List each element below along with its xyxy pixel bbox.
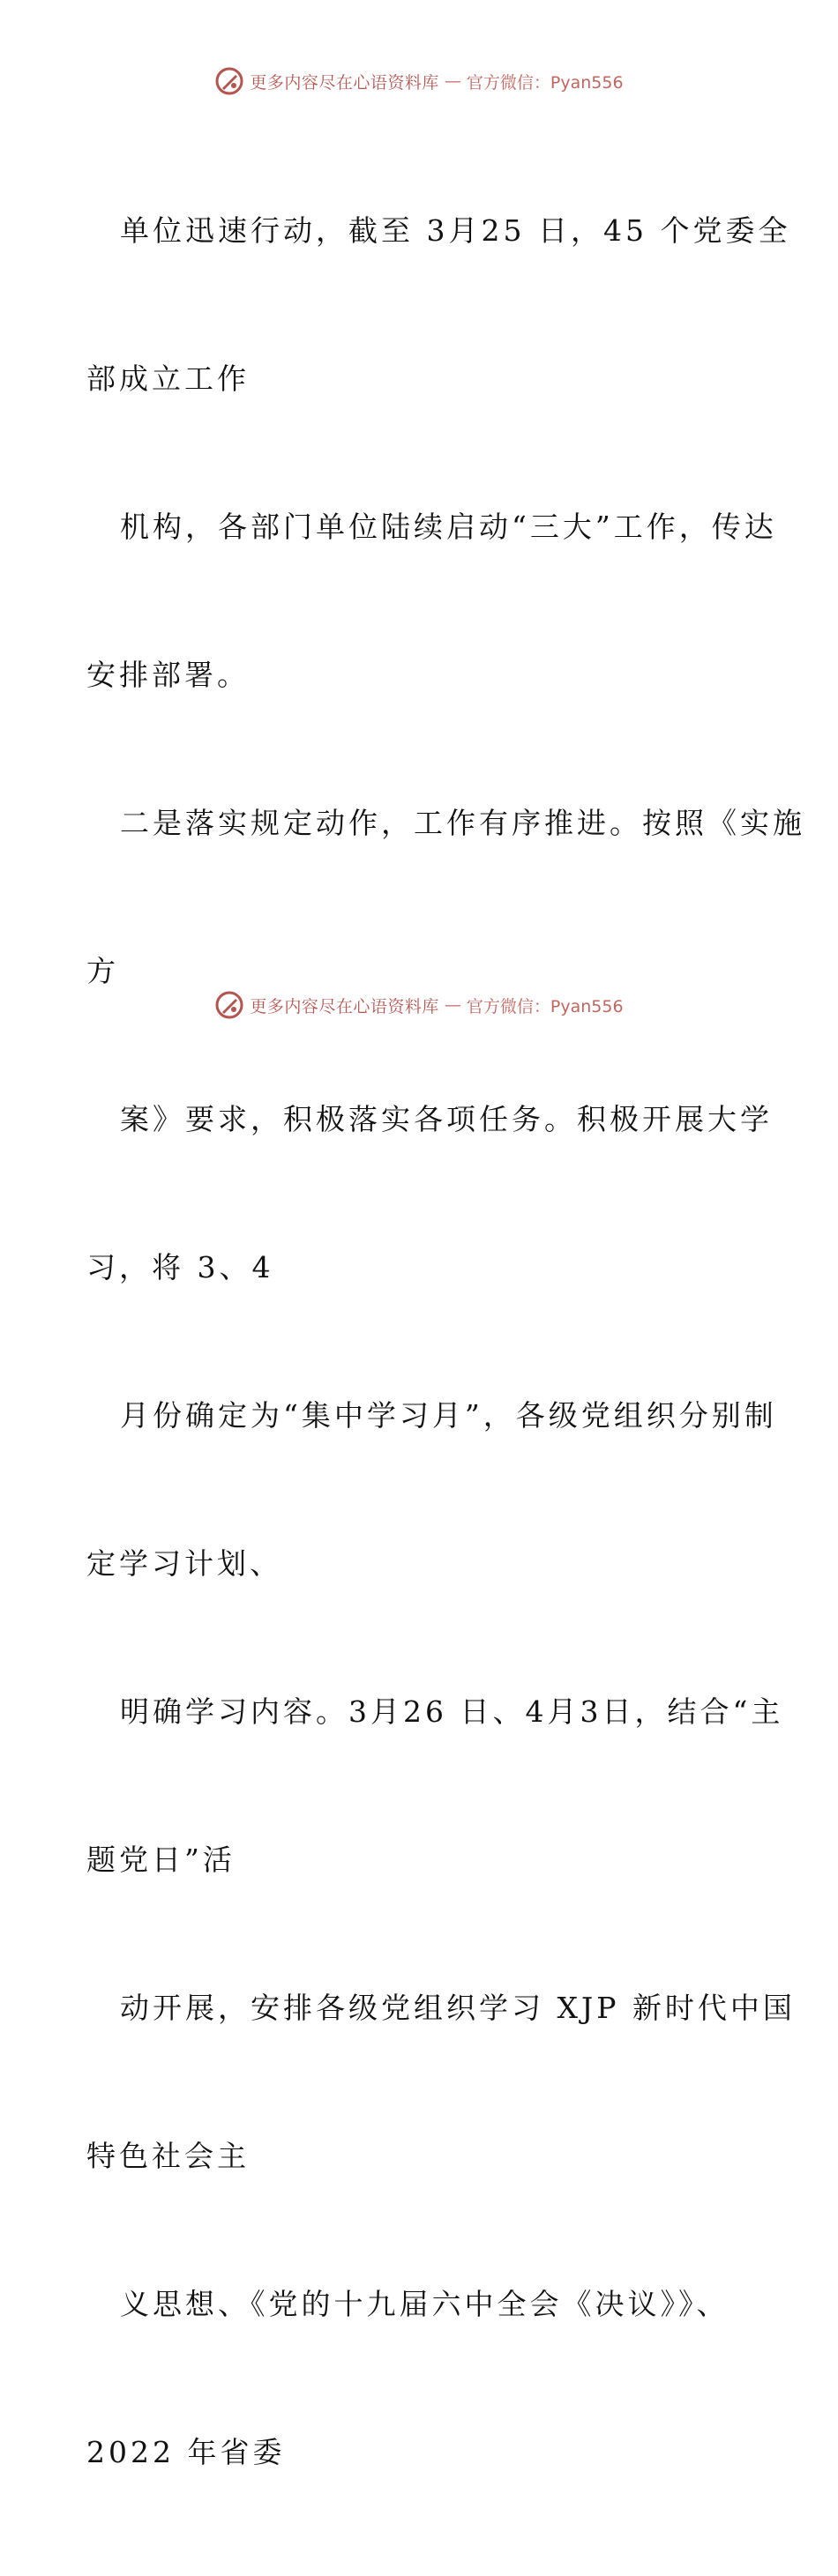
- watermark-contact: 官方微信：Pyan556: [466, 996, 624, 1016]
- text-line: 部成立工作: [86, 361, 250, 396]
- pen-seal-icon: [214, 990, 244, 1020]
- text-line: 机构，各部门单位陆续启动“三大”工作，传达: [120, 510, 777, 544]
- watermark-separator: —: [444, 71, 461, 91]
- pen-seal-icon: [214, 66, 244, 96]
- text-line: 明确学习内容。3月26 日、4月3日，结合“主: [120, 1694, 784, 1729]
- text-line: 单位迅速行动，截至 3月25 日，45 个党委全: [120, 213, 791, 248]
- text-line: 安排部署。: [86, 658, 250, 692]
- document-body: [86, 108, 805, 2576]
- watermark-contact: 官方微信：Pyan556: [466, 72, 624, 93]
- watermark-footer: [0, 987, 838, 1023]
- text-line: 定学习计划、: [86, 1546, 282, 1581]
- text-line: 动开展，安排各级党组织学习 XJP 新时代中国: [120, 1991, 796, 2025]
- watermark-header: [0, 63, 838, 99]
- watermark-separator: —: [444, 995, 461, 1015]
- watermark-title: 更多内容尽在心语资料库: [250, 72, 439, 93]
- text-line: 月份确定为“集中学习月”，各级党组织分别制: [120, 1398, 777, 1433]
- text-line: 义思想、《党的十九届六中全会《决议》》、: [120, 2287, 730, 2321]
- text-line: 习，将 3、4: [86, 1250, 274, 1284]
- text-line: 题党日”活: [86, 1843, 236, 1877]
- text-line: 二是落实规定动作，工作有序推进。按照《实施: [120, 806, 805, 840]
- text-line: 特色社会主: [86, 2139, 250, 2173]
- text-line: 案》要求，积极落实各项任务。积极开展大学: [120, 1102, 773, 1136]
- watermark-title: 更多内容尽在心语资料库: [250, 996, 439, 1016]
- body-text: [86, 108, 805, 2576]
- text-line: 2022 年省委: [86, 2435, 286, 2469]
- text-line: 方: [86, 954, 119, 988]
